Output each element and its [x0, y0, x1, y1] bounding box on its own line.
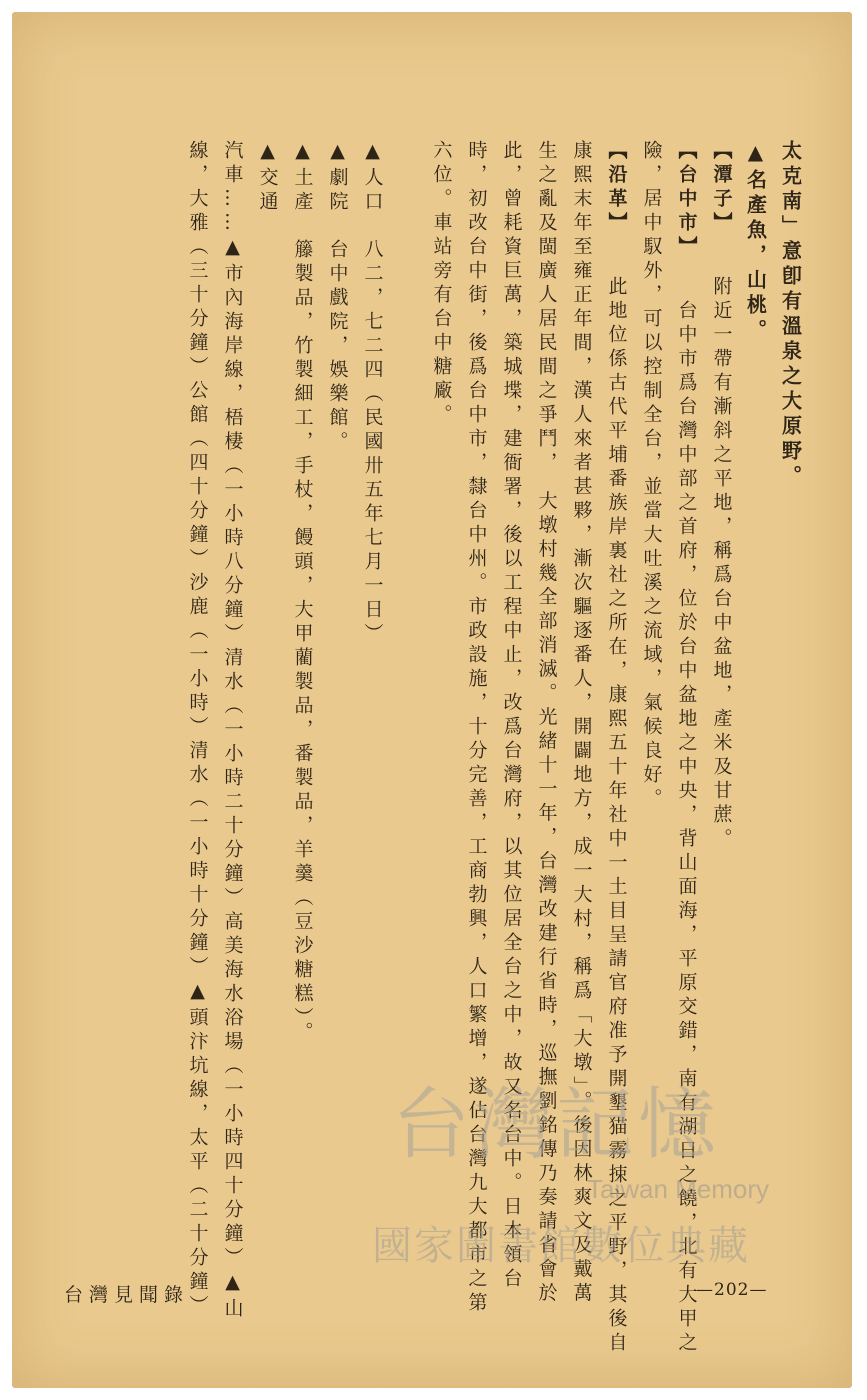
text-column: ▲劇院 台中戲院，娛樂館。 [326, 140, 349, 455]
text-column: 汽車……▲市內海岸線，梧棲（一小時八分鐘）清水（一小時二十分鐘）高美海水浴場（一小時四十分鐘）▲山 [221, 140, 244, 1322]
section-marker: 【沿革】 [605, 140, 628, 236]
text-column: 生之亂及閩廣人居民間之爭鬥， 大墩村幾全部消滅。光緒十一年，台灣改建行省時，巡撫劉銘傳乃奏請省會於 [535, 140, 558, 1307]
page-number: —202— [696, 1280, 768, 1300]
text-column: ▲名產魚，山桃。 [743, 140, 768, 344]
text-column: 太克南」意卽有溫泉之大原野。 [778, 140, 803, 490]
text-column: 險，居中馭外，可以控制全台，並當大吐溪之流域，氣候良好。 [640, 140, 663, 812]
watermark-subtitle: Taiwan Memory [587, 1174, 770, 1204]
text-column: 此，曾耗資巨萬，築城堞，建衙署，後以工程中止，改爲台灣府，以其位居全台之中，故又名台中。日本領台 [500, 140, 523, 1292]
text-column: 【台中市】台中市爲台灣中部之首府，位於台中盆地之中央，背山面海，平原交錯，南有湖日之饒，北有大甲之 [675, 140, 698, 1356]
text-column: 康熙末年至雍正年間，漢人來者甚夥，漸次驅逐番人，開闢地方，成一大村，稱爲「大墩」。後因林爽文及戴萬 [570, 140, 593, 1307]
book-page [12, 12, 852, 1388]
text-column: 時，初改台中街，後爲台中市，隸台中州。市政設施，十分完善，工商勃興，人口繁增，遂佔台灣九大都市之第 [465, 140, 488, 1316]
text-column: 【沿革】此地位係古代平埔番族岸裏社之所在，康熙五十年社中一土目呈請官府准予開墾猫霧捒之平野，其後自 [605, 140, 628, 1356]
section-marker: 【台中市】 [675, 140, 698, 260]
text-column: ▲人口 八二，七二四（民國卅五年七月一日） [361, 140, 384, 647]
section-marker: 【潭子】 [710, 140, 733, 236]
text-column: ▲土產 籐製品，竹製細工，手杖，饅頭，大甲藺製品，番製品，羊羹（豆沙糖糕）。 [291, 140, 314, 1046]
text-column: 六位。車站旁有台中糖廠。 [430, 140, 453, 428]
book-title: 台灣見聞錄 [64, 1284, 190, 1306]
text-column: 線，大雅（三十分鐘）公館（四十分鐘）沙鹿（一小時）清水（一小時十分鐘）▲頭汴坑線，太平（二十分鐘） [186, 140, 209, 1319]
watermark-institution: 國家圖書館數位典藏 [372, 1223, 750, 1269]
text-column: 【潭子】附近一帶有漸斜之平地，稱爲台中盆地，產米及甘蔗。 [710, 140, 733, 852]
text-column: ▲交通 [256, 140, 279, 215]
watermark-logo: 台灣記憶 [392, 1080, 721, 1170]
